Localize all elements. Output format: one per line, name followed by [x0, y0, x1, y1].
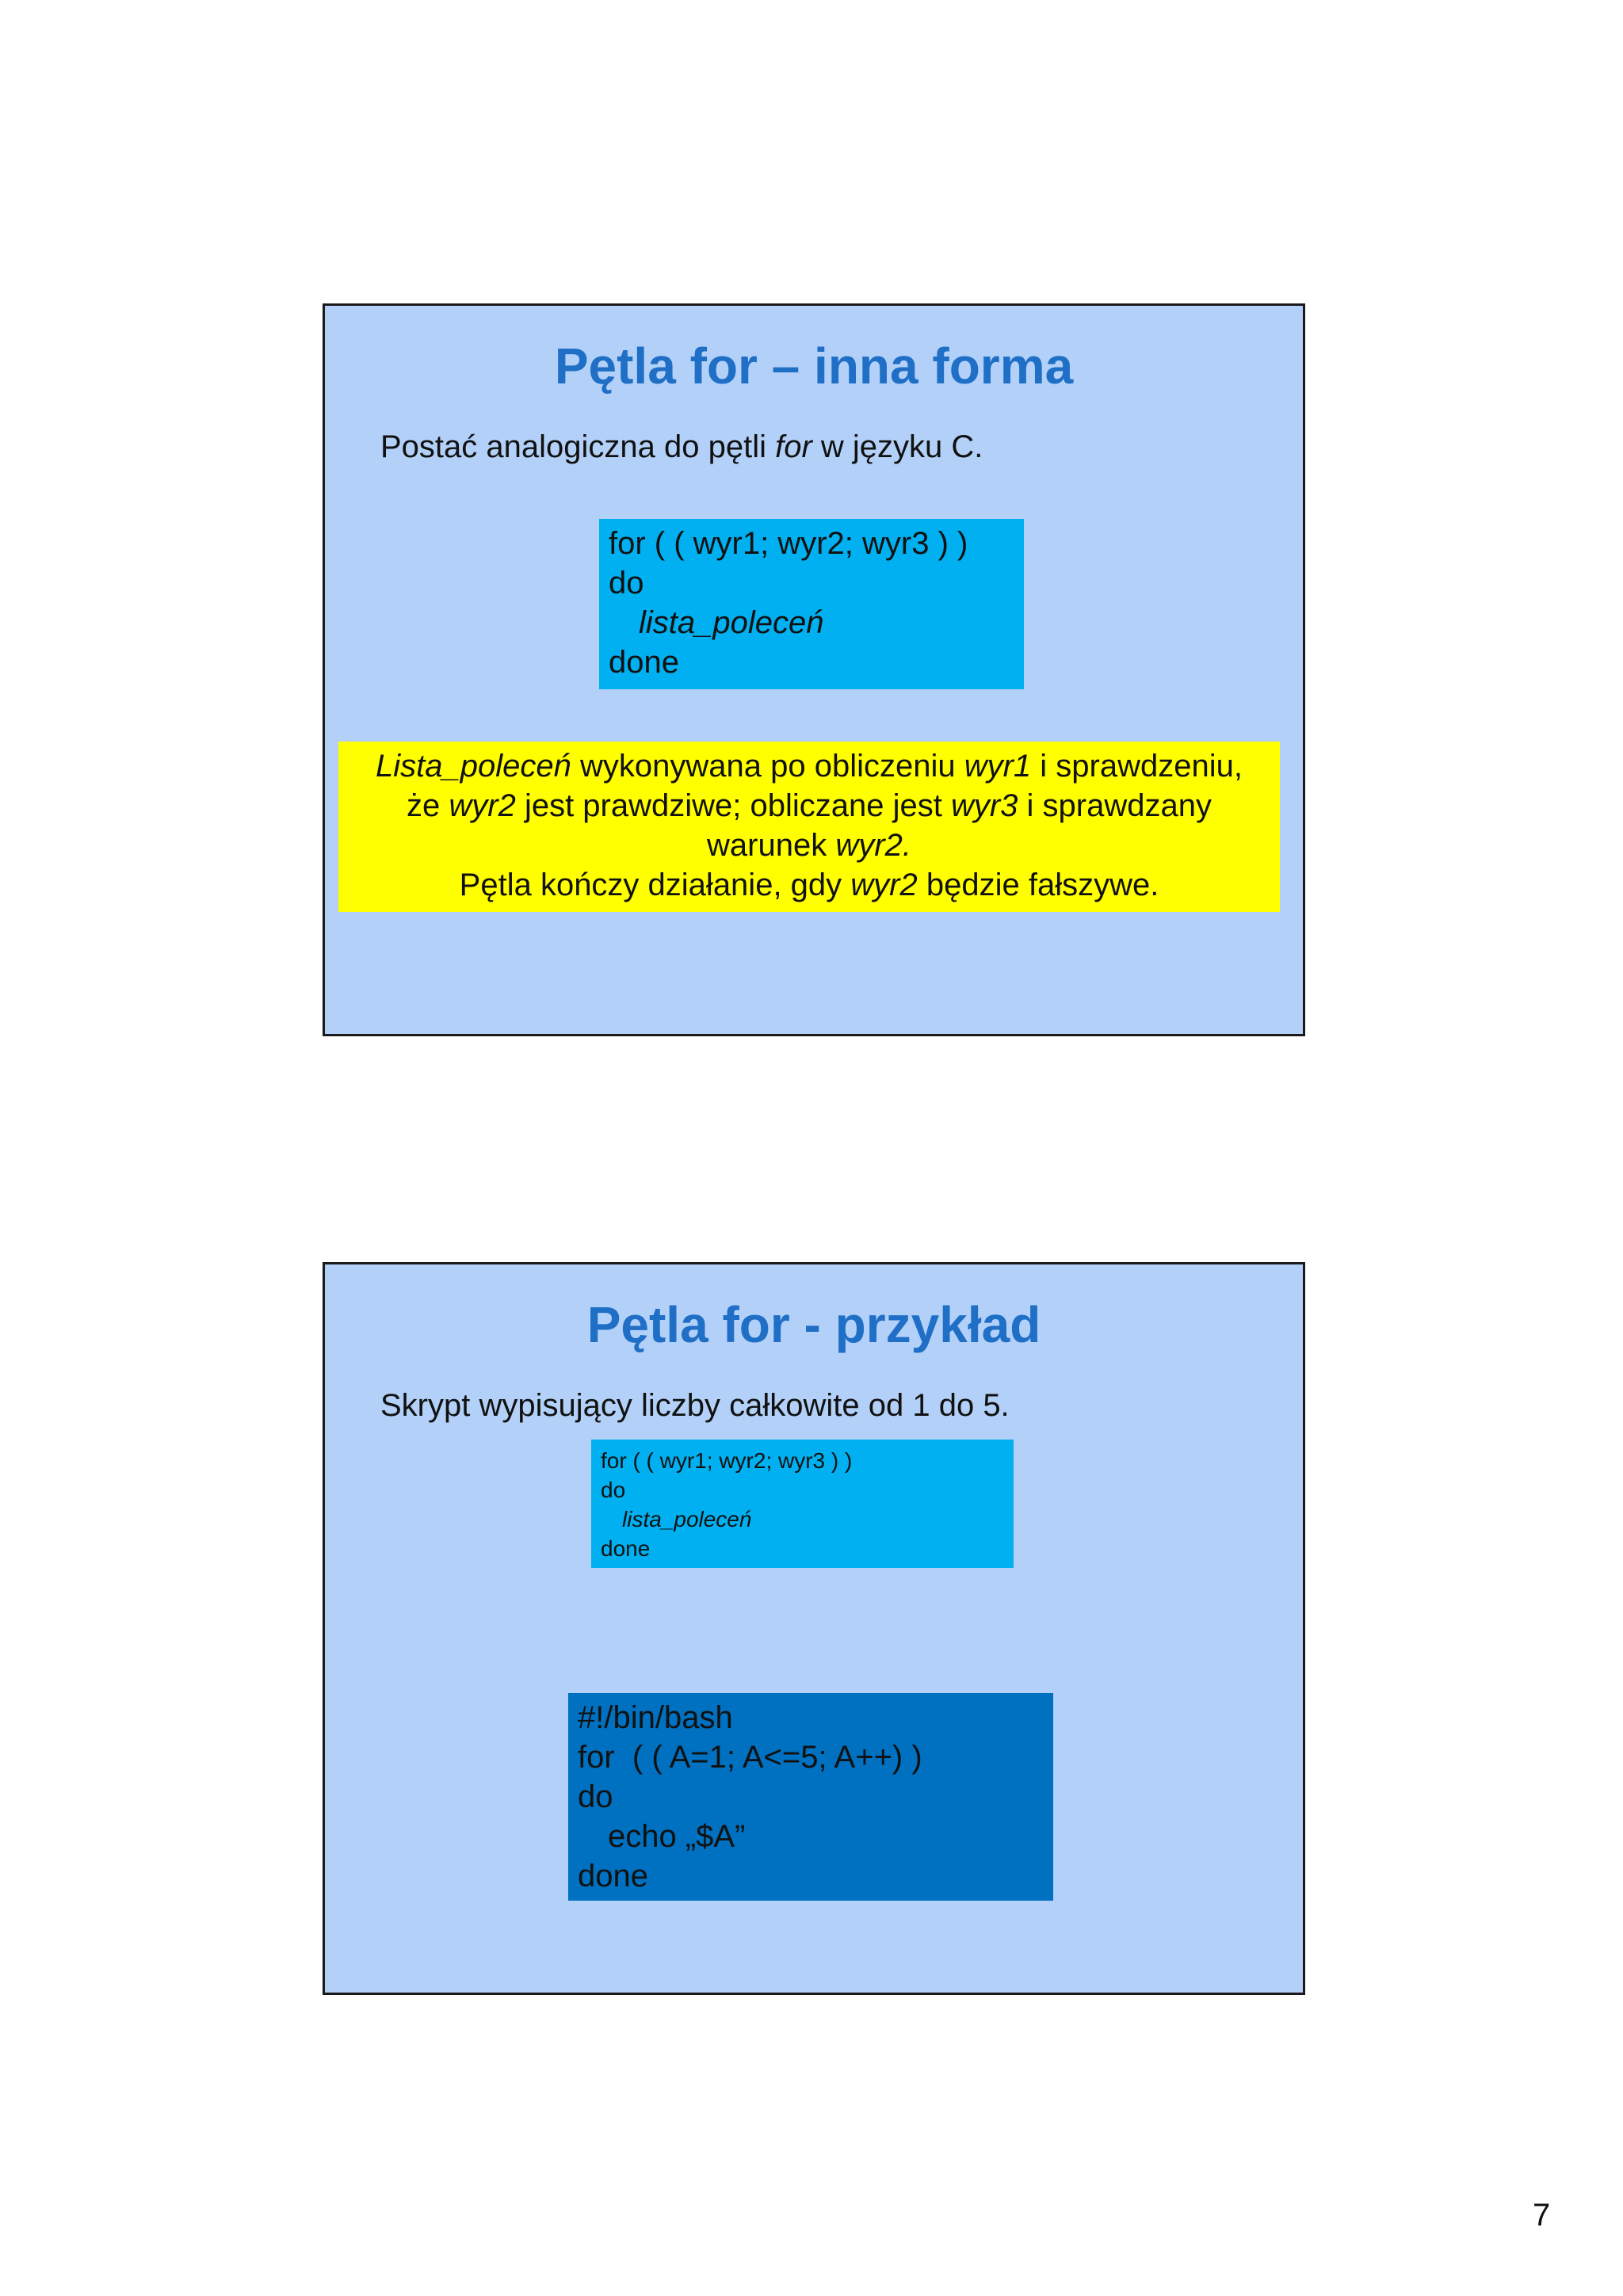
script-line-5: done	[578, 1859, 648, 1894]
term-wyr3: wyr3	[950, 788, 1018, 823]
text: i sprawdzeniu,	[1031, 749, 1243, 784]
term-wyr2: wyr2	[850, 868, 918, 902]
intro-text-b: w języku C.	[812, 429, 983, 464]
script-line-3: do	[578, 1779, 613, 1814]
explanation-line-3	[338, 826, 1280, 865]
syntax-line-1: for ( ( wyr1; wyr2; wyr3 ) )	[609, 526, 968, 561]
intro-text-italic: for	[775, 429, 812, 464]
term-wyr2: wyr2	[449, 788, 516, 823]
intro-text-a: Postać analogiczna do pętli	[380, 429, 776, 464]
explanation-box	[338, 742, 1280, 912]
syntax-line-2: do	[601, 1478, 626, 1502]
text: Pętla kończy działanie, gdy	[459, 868, 851, 902]
term-wyr1: wyr1	[964, 749, 1032, 784]
text: wykonywana po obliczeniu	[571, 749, 964, 784]
slide-1	[323, 303, 1305, 1036]
slide-2-intro: Skrypt wypisujący liczby całkowite od 1 do 5.	[380, 1388, 1010, 1423]
script-line-1: #!/bin/bash	[578, 1700, 733, 1735]
syntax-line-4: done	[609, 645, 679, 680]
syntax-box	[599, 519, 1024, 689]
term-wyr2: wyr2.	[835, 828, 911, 863]
slide-2	[323, 1262, 1305, 1995]
page-number: 7	[1533, 2198, 1551, 2233]
explanation-line-1	[338, 746, 1280, 786]
syntax-line-1: for ( ( wyr1; wyr2; wyr3 ) )	[601, 1448, 853, 1473]
explanation-line-4	[338, 865, 1280, 905]
text: i sprawdzany	[1018, 788, 1212, 823]
script-line-4: echo „$A”	[608, 1819, 746, 1854]
syntax-line-3: lista_poleceń	[639, 605, 824, 640]
term-lista: Lista_poleceń	[376, 749, 571, 784]
text: jest prawdziwe; obliczane jest	[515, 788, 951, 823]
text: warunek	[707, 828, 836, 863]
syntax-box-small	[591, 1440, 1014, 1568]
slide-2-title: Pętla for - przykład	[586, 1296, 1041, 1353]
script-line-2: for ( ( A=1; A<=5; A++) )	[578, 1740, 922, 1775]
text: będzie fałszywe.	[917, 868, 1159, 902]
explanation-line-2	[338, 786, 1280, 826]
syntax-line-2: do	[609, 566, 644, 601]
syntax-line-3: lista_poleceń	[622, 1507, 752, 1531]
bash-script-box	[568, 1693, 1053, 1901]
syntax-line-4: done	[601, 1536, 651, 1561]
slide-1-title: Pętla for – inna forma	[554, 338, 1074, 395]
slide-1-intro	[380, 431, 983, 463]
text: że	[407, 788, 449, 823]
